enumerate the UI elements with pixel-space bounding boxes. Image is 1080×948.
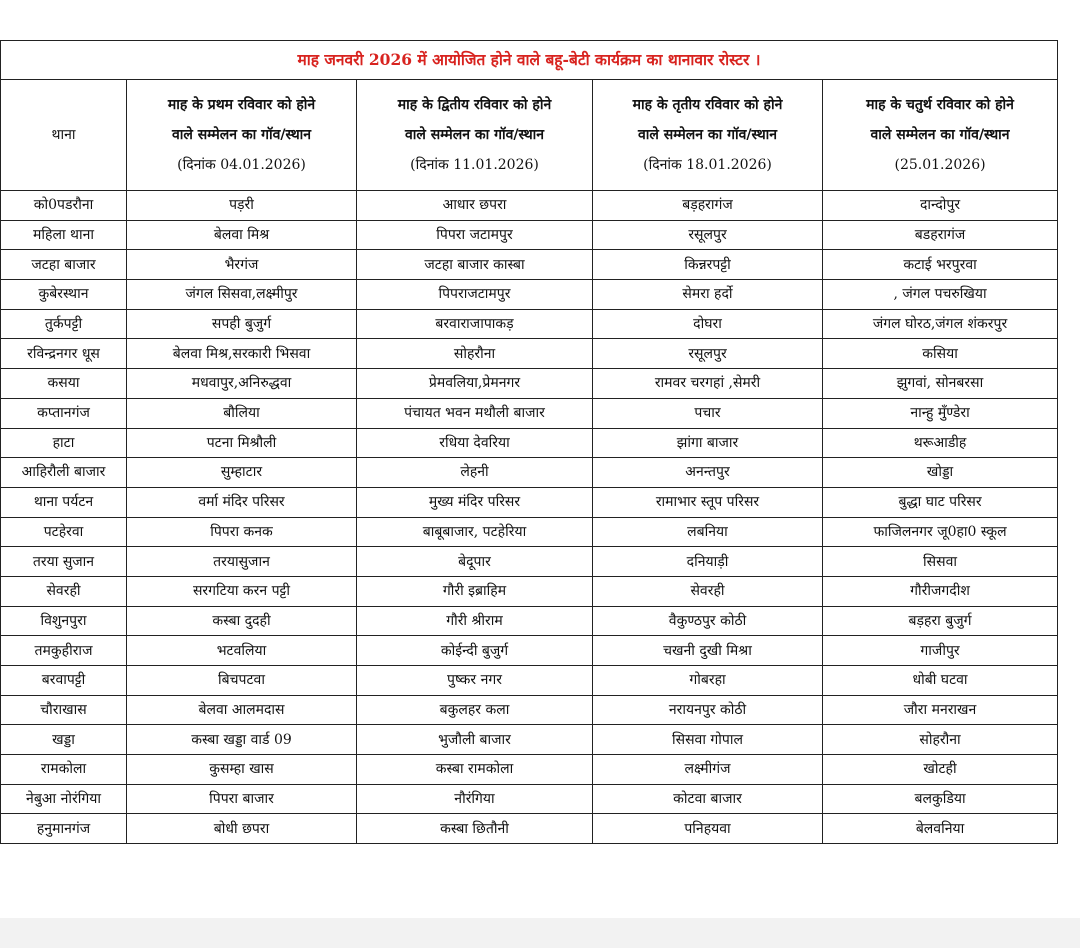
table-row xyxy=(1,339,1058,369)
header-sunday-1-line2: वाले सम्मेलन का गॉव/स्थान xyxy=(171,127,312,143)
sunday-2-cell: भुजौली बाजार xyxy=(357,725,593,755)
table-row xyxy=(1,398,1058,428)
header-sunday-1-date: (दिनांक 04.01.2026) xyxy=(177,157,306,173)
sunday-1-cell: बौलिया xyxy=(127,398,357,428)
sunday-3-cell: लक्ष्मीगंज xyxy=(593,755,823,785)
sunday-1-cell: सपही बुजुर्ग xyxy=(127,309,357,339)
table-row xyxy=(1,250,1058,280)
sunday-4-cell: कसिया xyxy=(823,339,1058,369)
sunday-4-cell: दान्दोपुर xyxy=(823,191,1058,221)
sunday-1-cell: पिपरा कनक xyxy=(127,517,357,547)
station-cell: तरया सुजान xyxy=(1,547,127,577)
sunday-4-cell: बुद्धा घाट परिसर xyxy=(823,487,1058,517)
sunday-1-cell: भैरगंज xyxy=(127,250,357,280)
sunday-3-cell: रामाभार स्तूप परिसर xyxy=(593,487,823,517)
station-cell: महिला थाना xyxy=(1,220,127,250)
sunday-1-cell: कस्बा दुदही xyxy=(127,606,357,636)
sunday-4-cell: बड़हरा बुजुर्ग xyxy=(823,606,1058,636)
sunday-1-cell: बोधी छपरा xyxy=(127,814,357,844)
station-cell: को0पडरौना xyxy=(1,191,127,221)
header-row xyxy=(1,80,1058,191)
bottom-band xyxy=(0,918,1080,948)
sunday-1-cell: बेलवा मिश्र,सरकारी भिसवा xyxy=(127,339,357,369)
sunday-2-cell: नौरंगिया xyxy=(357,784,593,814)
sunday-2-cell: पंचायत भवन मथौली बाजार xyxy=(357,398,593,428)
table-row xyxy=(1,814,1058,844)
station-cell: हाटा xyxy=(1,428,127,458)
sunday-2-cell: गौरी इब्राहिम xyxy=(357,576,593,606)
sunday-1-cell: वर्मा मंदिर परिसर xyxy=(127,487,357,517)
sunday-2-cell: कस्बा छितौनी xyxy=(357,814,593,844)
sunday-3-cell: झांगा बाजार xyxy=(593,428,823,458)
station-cell: सेवरही xyxy=(1,576,127,606)
header-sunday-3-line2: वाले सम्मेलन का गॉव/स्थान xyxy=(637,127,778,143)
header-sunday-2-date: (दिनांक 11.01.2026) xyxy=(410,157,539,173)
table-row xyxy=(1,725,1058,755)
sunday-4-cell: , जंगल पचरुखिया xyxy=(823,280,1058,310)
header-station: थाना xyxy=(1,80,127,191)
sunday-3-cell: कोटवा बाजार xyxy=(593,784,823,814)
sunday-1-cell: बेलवा आलमदास xyxy=(127,695,357,725)
table-row xyxy=(1,636,1058,666)
sunday-2-cell: पुष्कर नगर xyxy=(357,666,593,696)
sunday-3-cell: अनन्तपुर xyxy=(593,458,823,488)
station-cell: रविन्द्रनगर धूस xyxy=(1,339,127,369)
sunday-4-cell: गौरीजगदीश xyxy=(823,576,1058,606)
station-cell: रामकोला xyxy=(1,755,127,785)
sunday-2-cell: बकुलहर कला xyxy=(357,695,593,725)
header-sunday-4-date: (25.01.2026) xyxy=(894,157,986,173)
header-sunday-3-line1: माह के तृतीय रविवार को होने xyxy=(632,97,783,113)
sunday-4-cell: कटाई भरपुरवा xyxy=(823,250,1058,280)
sunday-2-cell: बेदूपार xyxy=(357,547,593,577)
sunday-1-cell: सरगटिया करन पट्टी xyxy=(127,576,357,606)
station-cell: आहिरौली बाजार xyxy=(1,458,127,488)
sunday-2-cell: रधिया देवरिया xyxy=(357,428,593,458)
station-cell: कसया xyxy=(1,369,127,399)
sunday-1-cell: मधवापुर,अनिरुद्धवा xyxy=(127,369,357,399)
table-row xyxy=(1,517,1058,547)
sunday-2-cell: मुख्य मंदिर परिसर xyxy=(357,487,593,517)
sunday-4-cell: जंगल घोरठ,जंगल शंकरपुर xyxy=(823,309,1058,339)
sunday-1-cell: पिपरा बाजार xyxy=(127,784,357,814)
table-row xyxy=(1,755,1058,785)
header-sunday-4-line1: माह के चतुर्थ रविवार को होने xyxy=(866,97,1014,113)
header-sunday-4 xyxy=(823,80,1058,191)
sunday-3-cell: पचार xyxy=(593,398,823,428)
header-sunday-3-date: (दिनांक 18.01.2026) xyxy=(643,157,772,173)
sunday-1-cell: जंगल सिसवा,लक्ष्मीपुर xyxy=(127,280,357,310)
sunday-3-cell: बड़हरागंज xyxy=(593,191,823,221)
roster-title: माह जनवरी 2026 में आयोजित होने वाले बहू-बेटी कार्यक्रम का थानावार रोस्टर । xyxy=(1,41,1058,80)
station-cell: कुबेरस्थान xyxy=(1,280,127,310)
sunday-3-cell: रसूलपुर xyxy=(593,220,823,250)
sunday-4-cell: बेलवनिया xyxy=(823,814,1058,844)
sunday-3-cell: सेवरही xyxy=(593,576,823,606)
sunday-3-cell: गोबरहा xyxy=(593,666,823,696)
table-row xyxy=(1,576,1058,606)
sunday-4-cell: थरूआडीह xyxy=(823,428,1058,458)
sunday-2-cell: आधार छपरा xyxy=(357,191,593,221)
sunday-2-cell: लेहनी xyxy=(357,458,593,488)
sunday-4-cell: धोबी घटवा xyxy=(823,666,1058,696)
station-cell: खड्डा xyxy=(1,725,127,755)
sunday-4-cell: गाजीपुर xyxy=(823,636,1058,666)
sunday-2-cell: बाबूबाजार, पटहेरिया xyxy=(357,517,593,547)
sunday-1-cell: बेलवा मिश्र xyxy=(127,220,357,250)
sunday-3-cell: पनिहयवा xyxy=(593,814,823,844)
table-row xyxy=(1,606,1058,636)
station-cell: तमकुहीराज xyxy=(1,636,127,666)
header-sunday-1-line1: माह के प्रथम रविवार को होने xyxy=(167,97,316,113)
title-row xyxy=(1,41,1058,80)
sunday-3-cell: लबनिया xyxy=(593,517,823,547)
sunday-1-cell: भटवलिया xyxy=(127,636,357,666)
station-cell: हनुमानगंज xyxy=(1,814,127,844)
sunday-3-cell: दोघरा xyxy=(593,309,823,339)
table-row xyxy=(1,784,1058,814)
header-sunday-2-line1: माह के द्वितीय रविवार को होने xyxy=(397,97,552,113)
sunday-2-cell: कस्बा रामकोला xyxy=(357,755,593,785)
table-row xyxy=(1,191,1058,221)
table-row xyxy=(1,369,1058,399)
header-sunday-3 xyxy=(593,80,823,191)
sunday-4-cell: नान्हु मुँण्डेरा xyxy=(823,398,1058,428)
sunday-2-cell: पिपराजटामपुर xyxy=(357,280,593,310)
roster-table xyxy=(0,40,1058,844)
station-cell: चौराखास xyxy=(1,695,127,725)
sunday-4-cell: झुगवां, सोनबरसा xyxy=(823,369,1058,399)
station-cell: कप्तानगंज xyxy=(1,398,127,428)
sunday-1-cell: पटना मिश्रौली xyxy=(127,428,357,458)
sunday-1-cell: पड़री xyxy=(127,191,357,221)
sunday-1-cell: तरयासुजान xyxy=(127,547,357,577)
sunday-3-cell: रसूलपुर xyxy=(593,339,823,369)
table-row xyxy=(1,280,1058,310)
header-sunday-1 xyxy=(127,80,357,191)
table-row xyxy=(1,428,1058,458)
table-row xyxy=(1,220,1058,250)
sunday-1-cell: बिचपटवा xyxy=(127,666,357,696)
station-cell: थाना पर्यटन xyxy=(1,487,127,517)
table-row xyxy=(1,666,1058,696)
table-row xyxy=(1,547,1058,577)
station-cell: पटहेरवा xyxy=(1,517,127,547)
sunday-1-cell: कुसम्हा खास xyxy=(127,755,357,785)
sunday-2-cell: बरवाराजापाकड़ xyxy=(357,309,593,339)
sunday-4-cell: बलकुडिया xyxy=(823,784,1058,814)
header-sunday-2-line2: वाले सम्मेलन का गॉव/स्थान xyxy=(404,127,545,143)
sunday-4-cell: सिसवा xyxy=(823,547,1058,577)
roster-body xyxy=(1,191,1058,844)
sunday-2-cell: कोईन्दी बुजुर्ग xyxy=(357,636,593,666)
table-row xyxy=(1,458,1058,488)
station-cell: जटहा बाजार xyxy=(1,250,127,280)
sunday-4-cell: खोड्डा xyxy=(823,458,1058,488)
station-cell: बरवापट्टी xyxy=(1,666,127,696)
header-sunday-4-line2: वाले सम्मेलन का गॉव/स्थान xyxy=(870,127,1010,143)
sunday-1-cell: सुम्हाटार xyxy=(127,458,357,488)
sunday-3-cell: नरायनपुर कोठी xyxy=(593,695,823,725)
station-cell: तुर्कपट्टी xyxy=(1,309,127,339)
sunday-2-cell: जटहा बाजार कास्बा xyxy=(357,250,593,280)
sunday-3-cell: सेमरा हर्दो xyxy=(593,280,823,310)
sunday-3-cell: वैकुण्ठपुर कोठी xyxy=(593,606,823,636)
sunday-4-cell: जौरा मनराखन xyxy=(823,695,1058,725)
sunday-1-cell: कस्बा खड्डा वार्ड 09 xyxy=(127,725,357,755)
table-row xyxy=(1,487,1058,517)
sunday-3-cell: दनियाड़ी xyxy=(593,547,823,577)
sunday-2-cell: सोहरौना xyxy=(357,339,593,369)
station-cell: विशुनपुरा xyxy=(1,606,127,636)
sunday-3-cell: सिसवा गोपाल xyxy=(593,725,823,755)
sunday-3-cell: रामवर चरगहां ,सेमरी xyxy=(593,369,823,399)
sunday-4-cell: बडहरागंज xyxy=(823,220,1058,250)
table-row xyxy=(1,695,1058,725)
sunday-2-cell: पिपरा जटामपुर xyxy=(357,220,593,250)
sunday-4-cell: फाजिलनगर जू0हा0 स्कूल xyxy=(823,517,1058,547)
table-row xyxy=(1,309,1058,339)
station-cell: नेबुआ नोरंगिया xyxy=(1,784,127,814)
sunday-2-cell: गौरी श्रीराम xyxy=(357,606,593,636)
sunday-3-cell: चखनी दुखी मिश्रा xyxy=(593,636,823,666)
sunday-2-cell: प्रेमवलिया,प्रेमनगर xyxy=(357,369,593,399)
sunday-4-cell: खोटही xyxy=(823,755,1058,785)
sunday-3-cell: किन्नरपट्टी xyxy=(593,250,823,280)
sunday-4-cell: सोहरौना xyxy=(823,725,1058,755)
header-sunday-2 xyxy=(357,80,593,191)
